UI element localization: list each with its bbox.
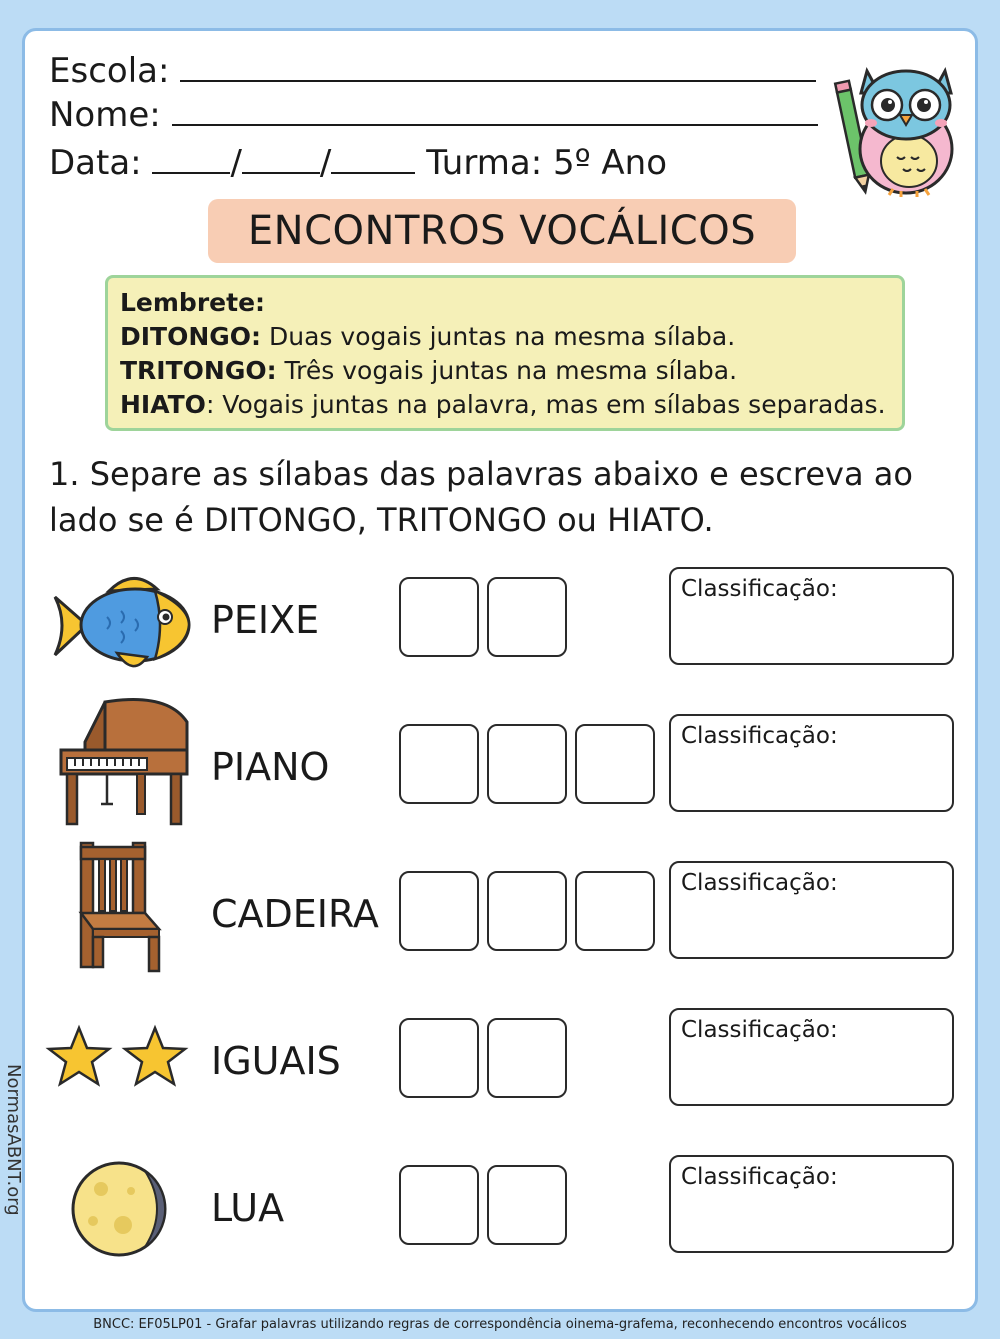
date-year-field[interactable] [331,144,415,174]
name-label: Nome: [49,95,161,135]
word-label: CADEIRA [211,892,379,936]
chair-icon [47,837,197,977]
classification-label: Classificação: [681,1164,838,1190]
syllable-box[interactable] [487,1018,567,1098]
word-label: PIANO [211,745,330,789]
watermark-text: NormasABNT.org [3,1064,24,1216]
syllable-box[interactable] [487,871,567,951]
classification-box[interactable] [669,567,954,665]
syllable-box[interactable] [575,871,655,951]
reminder-item: TRITONGO: Três vogais juntas na mesma sílaba. [120,356,738,385]
date-row [49,143,667,183]
two-stars-icon [45,1008,195,1128]
reminder-item: HIATO: Vogais juntas na palavra, mas em sílabas separadas. [120,390,886,419]
syllable-box[interactable] [487,1165,567,1245]
syllable-box[interactable] [399,724,479,804]
footer-bncc: BNCC: EF05LP01 - Grafar palavras utilizando regras de correspondência oinema-grafema, reconhecendo encontros vocálicos [93,1317,907,1332]
syllable-box[interactable] [399,1018,479,1098]
exercise-row-lua [25,1155,981,1275]
reminder-box [105,275,905,431]
classification-label: Classificação: [681,1017,838,1043]
piano-icon [47,692,197,832]
syllable-box[interactable] [487,724,567,804]
class-grade-label: Turma: 5º Ano [426,143,668,183]
exercise-row-piano [25,714,981,834]
classification-label: Classificação: [681,723,838,749]
date-month-field[interactable] [242,144,320,174]
school-label: Escola: [49,51,170,91]
syllable-box[interactable] [399,1165,479,1245]
syllable-box[interactable] [575,724,655,804]
syllable-box[interactable] [399,871,479,951]
moon-icon [47,1155,197,1275]
date-day-field[interactable] [152,144,230,174]
exercise-row-iguais [25,1008,981,1128]
exercise-row-cadeira [25,861,981,981]
classification-box[interactable] [669,714,954,812]
date-separator: / [319,143,332,183]
reminder-item: DITONGO: Duas vogais juntas na mesma sílaba. [120,322,736,351]
date-separator: / [230,143,242,183]
school-row [49,51,816,91]
word-label: IGUAIS [211,1039,341,1083]
syllable-box[interactable] [399,577,479,657]
date-label: Data: [49,143,142,183]
worksheet-title: ENCONTROS VOCÁLICOS [208,199,796,263]
question-1: 1. Separe as sílabas das palavras abaixo e escreva ao lado se é DITONGO, TRITONGO ou HIATO. [49,455,913,539]
classification-box[interactable] [669,1155,954,1253]
syllable-box[interactable] [487,577,567,657]
worksheet [22,28,978,1312]
fish-icon [47,567,197,687]
name-field[interactable] [172,96,818,126]
word-label: LUA [211,1186,285,1230]
school-field[interactable] [180,52,816,82]
word-label: PEIXE [211,598,320,642]
classification-box[interactable] [669,861,954,959]
classification-label: Classificação: [681,870,838,896]
reminder-heading: Lembrete: [120,288,266,317]
classification-label: Classificação: [681,576,838,602]
owl-with-pencil-icon [831,49,961,199]
name-row [49,95,818,135]
classification-box[interactable] [669,1008,954,1106]
exercise-row-peixe [25,567,981,687]
